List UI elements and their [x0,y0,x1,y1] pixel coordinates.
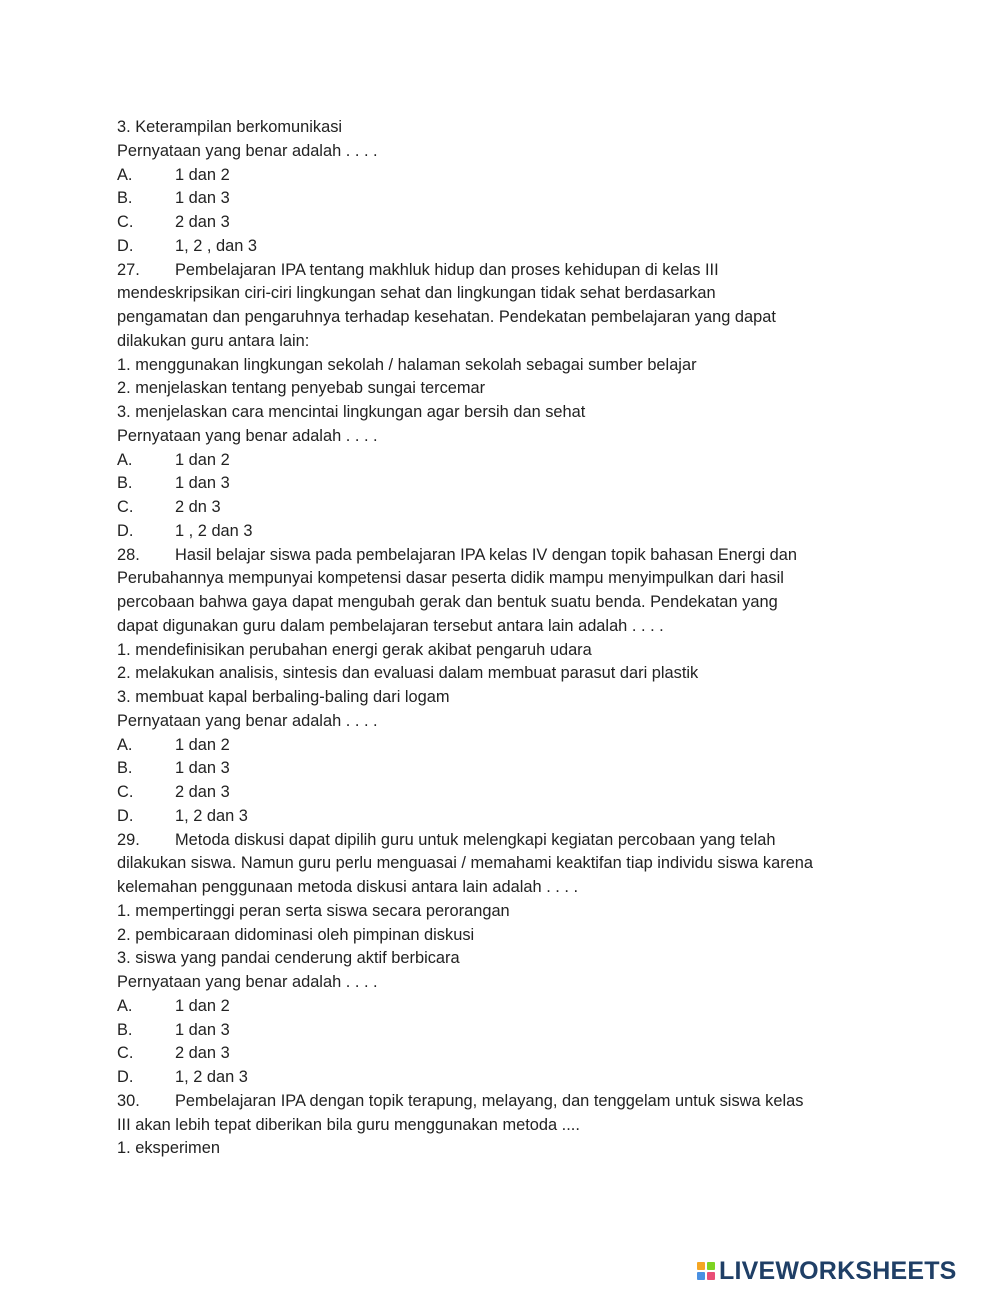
option-letter: D. [117,236,134,255]
liveworksheets-logo-icon [697,1262,715,1280]
option-letter: B. [117,759,133,778]
option-letter: C. [117,783,134,801]
option-letter: B. [117,474,133,493]
question-text: Metoda diskusi dapat dipilih guru untuk melengkapi kegiatan percobaan yang telah [175,830,776,849]
text-line: 2. pembicaraan didominasi oleh pimpinan diskusi [117,925,475,944]
question-heading [117,544,897,568]
text-line: dilakukan guru antara lain: [117,331,310,350]
question-text: Pembelajaran IPA dengan topik terapung, melayang, dan tenggelam untuk siswa kelas [175,1091,804,1110]
text-line: Pernyataan yang benar adalah . . . . [117,973,378,991]
logo-square [697,1272,705,1280]
document-body [117,116,897,1161]
question-heading [117,829,897,853]
answer-option [117,164,897,188]
question-number: 28. [117,545,140,564]
text-line: dapat digunakan guru dalam pembelajaran tersebut antara lain adalah . . . . [117,616,664,635]
question-heading [117,259,897,283]
option-text: 1 dan 2 [175,165,230,184]
option-text: 1, 2 dan 3 [175,1068,248,1086]
option-text: 1 dan 2 [175,450,230,469]
text-line: 1. eksperimen [117,1139,220,1158]
option-letter: A. [117,165,133,184]
option-text: 1 dan 2 [175,996,230,1015]
option-text: 2 dan 3 [175,213,230,231]
text-line: 3. Keterampilan berkomunikasi [117,118,343,136]
answer-option [117,472,897,496]
option-letter: B. [117,189,133,208]
liveworksheets-logo [697,1256,957,1286]
text-line: 2. melakukan analisis, sintesis dan evaluasi dalam membuat parasut dari plastik [117,664,699,683]
text-line: Pernyataan yang benar adalah . . . . [117,426,378,445]
text-line: kelemahan penggunaan metoda diskusi antara lain adalah . . . . [117,878,579,896]
text-line: 1. mendefinisikan perubahan energi gerak akibat pengaruh udara [117,640,592,659]
logo-square [707,1262,715,1270]
option-text: 1 dan 2 [175,735,230,754]
option-letter: A. [117,996,133,1015]
answer-option [117,235,897,259]
answer-option [117,1042,897,1066]
question-number: 30. [117,1091,140,1110]
text-line: 3. membuat kapal berbaling-baling dari logam [117,688,450,706]
answer-option [117,187,897,211]
answer-option [117,734,897,758]
option-letter: D. [117,1068,134,1086]
option-text: 1, 2 dan 3 [175,806,248,825]
answer-option [117,1019,897,1043]
text-line: Pernyataan yang benar adalah . . . . [117,141,378,160]
text-line: pengamatan dan pengaruhnya terhadap kesehatan. Pendekatan pembelajaran yang dapat [117,308,776,326]
text-line: percobaan bahwa gaya dapat mengubah gerak dan bentuk suatu benda. Pendekatan yang [117,593,778,611]
text-line: 2. menjelaskan tentang penyebab sungai tercemar [117,379,486,398]
logo-square [697,1262,705,1270]
answer-option [117,449,897,473]
option-text: 1 dan 3 [175,189,230,208]
question-text: Hasil belajar siswa pada pembelajaran IPA kelas IV dengan topik bahasan Energi dan [175,545,798,564]
logo-square [707,1272,715,1280]
answer-option [117,995,897,1019]
option-letter: C. [117,1044,134,1063]
text-line: 1. menggunakan lingkungan sekolah / halaman sekolah sebagai sumber belajar [117,355,697,374]
question-number: 27. [117,260,140,279]
option-letter: A. [117,450,133,469]
answer-option [117,781,897,805]
option-text: 1 , 2 dan 3 [175,521,253,540]
answer-option [117,496,897,520]
answer-option [117,805,897,829]
option-letter: A. [117,735,133,754]
text-line: 3. siswa yang pandai cenderung aktif berbicara [117,949,460,968]
option-text: 1 dan 3 [175,759,230,778]
option-text: 1 dan 3 [175,1020,230,1039]
answer-option [117,211,897,235]
text-line: dilakukan siswa. Namun guru perlu menguasai / memahami keaktifan tiap individu siswa karena [117,854,814,873]
question-number: 29. [117,830,140,849]
option-text: 2 dan 3 [175,1044,230,1063]
text-line: Pernyataan yang benar adalah . . . . [117,711,378,730]
option-letter: D. [117,806,134,825]
option-letter: C. [117,498,134,516]
option-letter: C. [117,213,134,231]
text-line: 1. mempertinggi peran serta siswa secara perorangan [117,901,510,920]
question-heading [117,1090,897,1114]
option-text: 1, 2 , dan 3 [175,236,258,255]
text-line: Perubahannya mempunyai kompetensi dasar peserta didik mampu menyimpulkan dari hasil [117,569,784,588]
answer-option [117,520,897,544]
logo-text: LIVEWORKSHEETS [719,1256,957,1285]
question-text: Pembelajaran IPA tentang makhluk hidup dan proses kehidupan di kelas III [175,260,719,279]
option-text: 1 dan 3 [175,474,230,493]
option-text: 2 dan 3 [175,783,230,801]
text-line: 3. menjelaskan cara mencintai lingkungan agar bersih dan sehat [117,403,586,421]
answer-option [117,1066,897,1090]
text-line: III akan lebih tepat diberikan bila guru menggunakan metoda .... [117,1115,580,1134]
option-letter: B. [117,1020,133,1039]
option-letter: D. [117,521,134,540]
option-text: 2 dn 3 [175,498,221,516]
text-line: mendeskripsikan ciri-ciri lingkungan sehat dan lingkungan tidak sehat berdasarkan [117,284,716,303]
answer-option [117,757,897,781]
